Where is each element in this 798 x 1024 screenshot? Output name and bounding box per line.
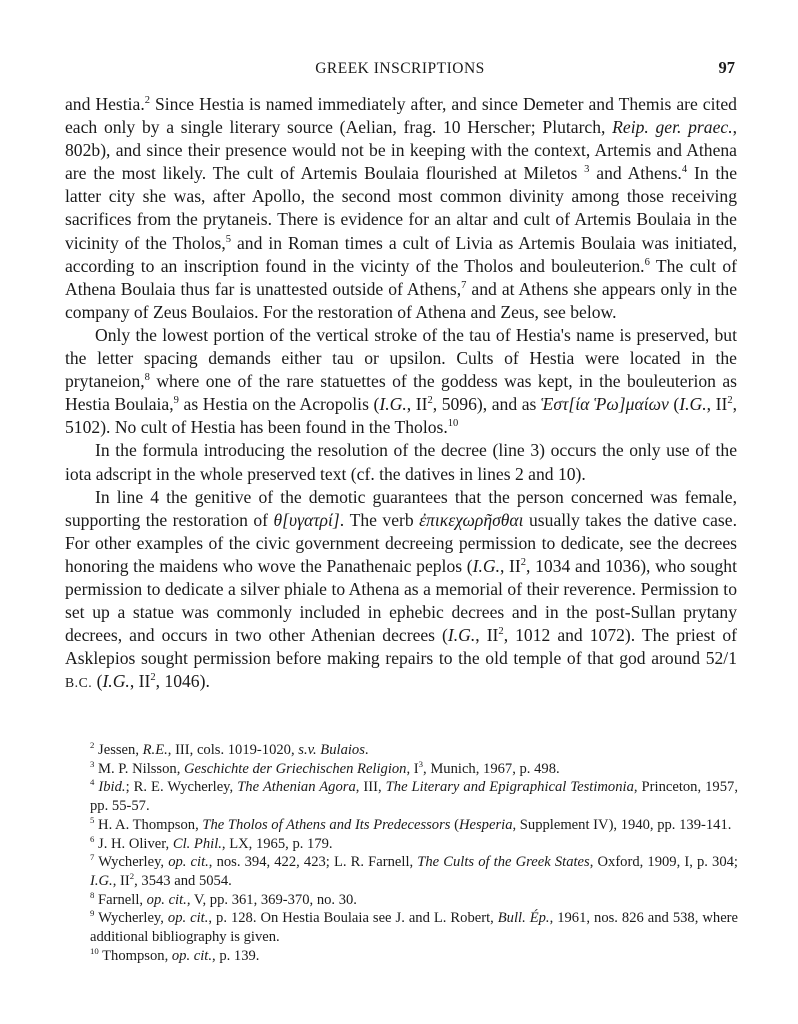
footnote-5: $^5$ H. A. Thompson, The Tholos of Athens and Its Predecessors (Hesperia, Supplement IV), 1940, pp. 139-141. <box>90 814 732 833</box>
footnote-7: $^7$ Wycherley, op. cit., nos. 394, 422, 423; L. R. Farnell, The Cults of the Greek States, Oxford, 1909, I, p. 304; I.G., $II^2$, 3543 and 5054. <box>90 852 738 889</box>
footnote-ref-3[interactable]: 3 <box>584 164 590 176</box>
paragraph-4: In line 4 the genitive of the demotic guarantees that the person concerned was female, supporting the restoration of θ[υγατρί]. The verb ἐπικεχωρῆσθαι usually takes the dative case. For other examples of the civic government decreeing permission to dedicate, see the decrees honoring the maidens who wove the Panathenaic peplos (I.G., $II^2$, 1034 and 1036), who sought permission to dedicate a silver phiale to Athena as a memorial of their reverence. Permission to set up a statue was commonly included in ephebic decrees and in the post-Sullan prytany decrees, and occurs in two other Athenian decrees (I.G., $II^2$, 1012 and 1072). The priest of Asklepios sought permission before making repairs to the old temple of that god around 52/1 B.C. (I.G., $II^2$, 1046). <box>65 486 737 692</box>
footnote-ref-10[interactable]: 10 <box>447 418 459 430</box>
greek-text: Ἑστ[ία Ῥω]μαίων <box>540 394 669 415</box>
footnote-ref-7[interactable]: 7 <box>461 279 467 291</box>
footnote-3: $^3$ M. P. Nilsson, Geschichte der Griechischen Religion, $I^3$, Munich, 1967, p. 498. <box>90 758 560 777</box>
paragraph-1: and Hestia.$^2$ Since Hestia is named immediately after, and since Demeter and Themis are cited each only by a single literary source (Aelian, frag. 10 Herscher; Plutarch, Reip. ger. praec., 802b), and since their presence would not be in keeping with the context, Artemis and Athena are the most likely. The cult of Artemis Boulaia flourished at Miletos $^3$ and Athens.$^4$ In the latter city she was, after Apollo, the second most common divinity among those receiving sacrifices from the prytaneis. There is evidence for an altar and cult of Artemis Boulaia in the vicinity of the Tholos,$^5$ and in Roman times a cult of Livia as Artemis Boulaia was initiated, according to an inscription found in the vicinty of the Tholos and bouleuterion.$^6$ The cult of Athena Boulaia thus far is unattested outside of Athens,$^7$ and at Athens she appears only in the company of Zeus Boulaios. For the restoration of Athena and Zeus, see below. <box>65 94 737 322</box>
greek-text: ἐπικεχωρῆσθαι <box>419 509 524 530</box>
running-head: GREEK INSCRIPTIONS <box>315 60 485 77</box>
greek-text: θ[υγατρί] <box>273 509 340 530</box>
footnote-ref-5[interactable]: 5 <box>225 233 232 245</box>
footnote-ref-8[interactable]: 8 <box>144 372 150 384</box>
footnote-8: $^8$ Farnell, op. cit., V, pp. 361, 369-370, no. 30. <box>90 889 357 908</box>
footnote-ref-2[interactable]: 2 <box>144 95 151 107</box>
footnote-ref-4[interactable]: 4 <box>681 164 688 176</box>
paragraph-3: In the formula introducing the resolution of the decree (line 3) occurs the only use of the iota adscript in the whole preserved text (cf. the datives in lines 2 and 10). <box>65 440 737 484</box>
paragraph-2: Only the lowest portion of the vertical stroke of the tau of Hestia's name is preserved, but the letter spacing demands either tau or upsilon. Cults of Hestia were located in the prytaneion,$^8$ where one of the rare statuettes of the goddess was kept, in the bouleuterion as Hestia Boulaia,$^9$ as Hestia on the Acropolis (I.G., $II^2$, 5096), and as Ἑστ[ία Ῥω]μαίων (I.G., $II^2$, 5102). No cult of Hestia has been found in the Tholos.$^{10}$ <box>65 324 738 438</box>
footnote-2: $^2$ Jessen, R.E., III, cols. 1019-1020, s.v. Bulaios. <box>90 740 369 758</box>
page-number: 97 <box>718 58 735 77</box>
page-header <box>65 58 735 82</box>
footnote-10: $^{10}$ Thompson, op. cit., p. 139. <box>90 945 260 964</box>
footnotes <box>90 741 738 965</box>
footnote-4: $^4$ Ibid.; R. E. Wycherley, The Athenian Agora, III, The Literary and Epigraphical Testimonia, Princeton, 1957, pp. 55-57. <box>90 777 738 815</box>
footnote-9: $^9$ Wycherley, op. cit., p. 128. On Hestia Boulaia see J. and L. Robert, Bull. Ép., 1961, nos. 826 and 538, where additional bibliography is given. <box>90 908 739 946</box>
main-text <box>65 93 737 694</box>
footnote-ref-6[interactable]: 6 <box>644 256 650 268</box>
footnote-6: $^6$ J. H. Oliver, Cl. Phil., LX, 1965, p. 179. <box>90 833 333 852</box>
footnote-ref-9[interactable]: 9 <box>173 395 179 407</box>
